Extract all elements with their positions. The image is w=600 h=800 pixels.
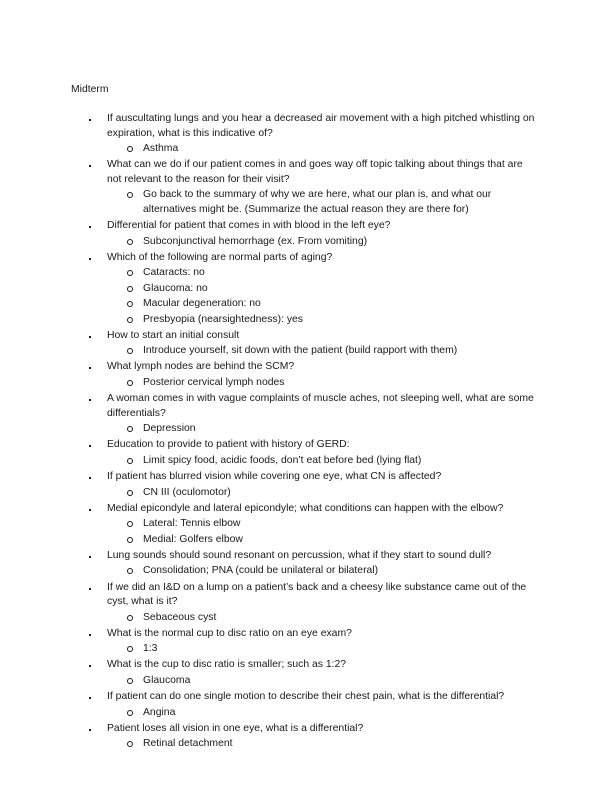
answer-item: Asthma <box>107 142 538 157</box>
question-list <box>88 112 538 754</box>
answer-list <box>107 422 538 437</box>
question-item <box>88 690 538 720</box>
answer-item: Go back to the summary of why we are here, what our plan is, and what our alternatives might be. (Summarize the actual reason they are there for) <box>107 188 538 217</box>
answer-list <box>107 706 538 721</box>
question-item <box>88 658 538 688</box>
question-item <box>88 219 538 249</box>
answer-list <box>107 564 538 579</box>
question-text: Lung sounds should sound resonant on percussion, what if they start to sound dull? <box>107 549 492 561</box>
question-item <box>88 112 538 157</box>
answer-item: CN III (oculomotor) <box>107 486 538 501</box>
question-item <box>88 502 538 548</box>
question-text: Which of the following are normal parts of aging? <box>107 251 333 263</box>
question-item <box>88 392 538 437</box>
question-text: What is the cup to disc ratio is smaller; such as 1:2? <box>107 659 347 671</box>
answer-item: Posterior cervical lymph nodes <box>107 376 538 391</box>
answer-list <box>107 737 538 752</box>
question-text: If patient can do one single motion to describe their chest pain, what is the differential? <box>107 691 505 703</box>
answer-item: Retinal detachment <box>107 737 538 752</box>
answer-list <box>107 674 538 689</box>
answer-item: Medial: Golfers elbow <box>107 533 538 548</box>
answer-list <box>107 376 538 391</box>
answer-list <box>107 486 538 501</box>
answer-list <box>107 344 538 359</box>
answer-item: Macular degeneration: no <box>107 297 538 312</box>
question-item <box>88 581 538 626</box>
answer-item: Sebaceous cyst <box>107 611 538 626</box>
question-text: If auscultating lungs and you hear a decreased air movement with a high pitched whistling on expiration, what is this indicative of? <box>107 113 535 139</box>
answer-item: Cataracts: no <box>107 266 538 281</box>
page-title: Midterm <box>71 84 109 95</box>
question-item <box>88 470 538 500</box>
question-text: Medial epicondyle and lateral epicondyle; what conditions can happen with the elbow? <box>107 502 504 514</box>
answer-list <box>107 642 538 657</box>
answer-list <box>107 266 538 327</box>
answer-item: Depression <box>107 422 538 437</box>
answer-item: Subconjunctival hemorrhage (ex. From vomiting) <box>107 235 538 250</box>
question-text: How to start an initial consult <box>107 329 240 341</box>
answer-item: Limit spicy food, acidic foods, don’t eat before bed (lying flat) <box>107 454 538 469</box>
question-text: What is the normal cup to disc ratio on an eye exam? <box>107 627 352 639</box>
answer-item: Presbyopia (nearsightedness): yes <box>107 313 538 328</box>
answer-list <box>107 142 538 157</box>
answer-item: Introduce yourself, sit down with the patient (build rapport with them) <box>107 344 538 359</box>
question-text: Patient loses all vision in one eye, what is a differential? <box>107 722 364 734</box>
answer-item: Angina <box>107 706 538 721</box>
answer-item: Glaucoma: no <box>107 282 538 297</box>
question-item <box>88 722 538 752</box>
answer-list <box>107 517 538 547</box>
question-text: Education to provide to patient with history of GERD: <box>107 439 350 451</box>
answer-item: 1:3 <box>107 642 538 657</box>
question-item <box>88 158 538 217</box>
answer-list <box>107 611 538 626</box>
answer-item: Consolidation; PNA (could be unilateral or bilateral) <box>107 564 538 579</box>
answer-item: Glaucoma <box>107 674 538 689</box>
question-text: What lymph nodes are behind the SCM? <box>107 361 295 373</box>
question-item <box>88 360 538 390</box>
answer-list <box>107 454 538 469</box>
question-text: If we did an I&D on a lump on a patient’s back and a cheesy like substance came out of the cyst, what is it? <box>107 581 527 608</box>
question-item <box>88 627 538 657</box>
answer-list <box>107 188 538 217</box>
answer-item: Lateral: Tennis elbow <box>107 517 538 532</box>
question-text: If patient has blurred vision while covering one eye, what CN is affected? <box>107 471 442 483</box>
question-item <box>88 549 538 579</box>
question-item <box>88 251 538 327</box>
question-item <box>88 329 538 359</box>
answer-list <box>107 235 538 250</box>
question-text: What can we do if our patient comes in and goes way off topic talking about things that are not relevant to the reason for their visit? <box>107 159 523 185</box>
question-text: A woman comes in with vague complaints of muscle aches, not sleeping well, what are some differentials? <box>107 393 534 419</box>
question-item <box>88 438 538 468</box>
question-text: Differential for patient that comes in with blood in the left eye? <box>107 220 391 232</box>
